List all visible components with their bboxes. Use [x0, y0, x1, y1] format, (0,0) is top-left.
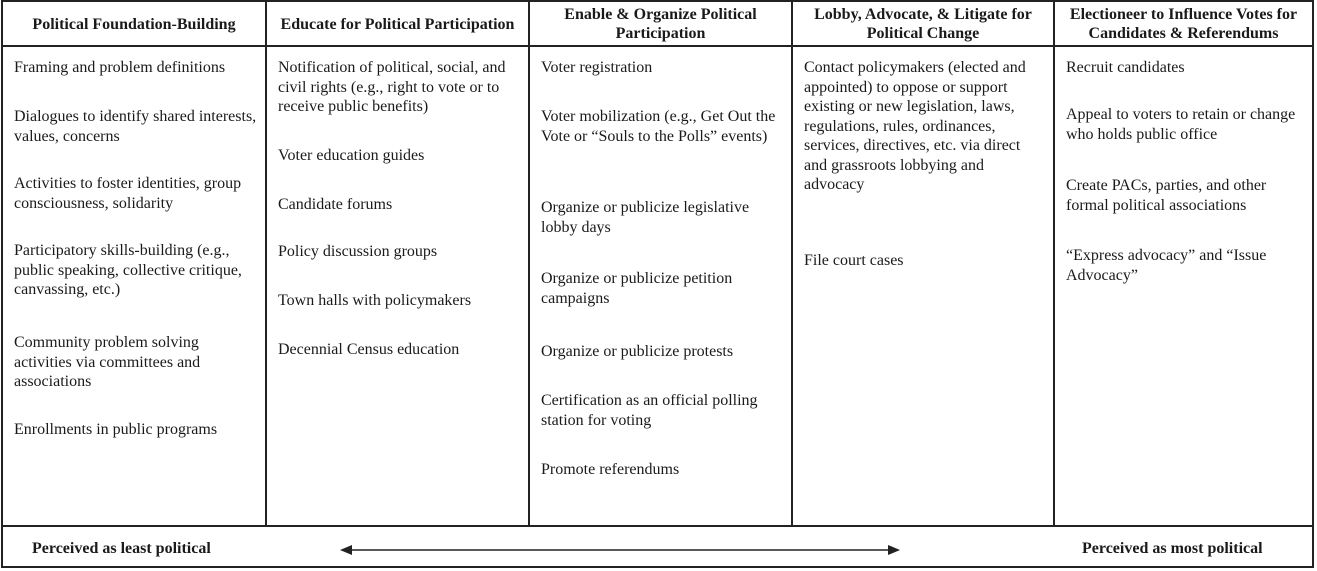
list-item: Create PACs, parties, and other formal political associations: [1066, 177, 1267, 214]
column-header: Lobby, Advocate, & Litigate for Political Change: [814, 6, 1032, 42]
list-item: Dialogues to identify shared interests, values, concerns: [14, 108, 257, 145]
column-educate: [267, 2, 528, 527]
double-arrow-icon: [340, 540, 900, 560]
list-item: Policy discussion groups: [278, 243, 438, 260]
column-electioneer: [1055, 2, 1312, 527]
list-item: Decennial Census education: [278, 341, 460, 358]
list-item: Organize or publicize petition campaigns: [541, 270, 733, 307]
list-item: Voter education guides: [278, 147, 425, 164]
list-item: Participatory skills-building (e.g., public speaking, collective critique, canvassing, etc.): [14, 242, 242, 298]
list-item: Voter mobilization (e.g., Get Out the Vote or “Souls to the Polls” events): [541, 108, 776, 145]
most-political-label: Perceived as most political: [1082, 540, 1263, 557]
column-lobby-advocate: [793, 2, 1053, 527]
list-item: Certification as an official polling station for voting: [541, 392, 758, 429]
spectrum-table: [1, 0, 1314, 568]
column-header: Enable & Organize Political Participation: [564, 6, 757, 42]
column-header: Political Foundation-Building: [32, 15, 236, 33]
list-item: Candidate forums: [278, 196, 393, 213]
list-item: Organize or publicize protests: [541, 343, 734, 360]
list-item: Framing and problem definitions: [14, 59, 226, 76]
list-item: “Express advocacy” and “Issue Advocacy”: [1066, 247, 1267, 284]
list-item: Community problem solving activities via committees and associations: [14, 334, 201, 390]
list-item: Contact policymakers (elected and appointed) to oppose or support existing or new legislation, laws, regulations, rules, ordinances, services, directives, etc. via direct and grassroots lobbying and advocacy: [804, 59, 1026, 193]
list-item: Activities to foster identities, group consciousness, solidarity: [14, 175, 242, 212]
list-item: Organize or publicize legislative lobby days: [541, 199, 750, 236]
list-item: Notification of political, social, and civil rights (e.g., right to vote or to receive public benefits): [278, 59, 506, 115]
list-item: File court cases: [804, 252, 904, 269]
column-header: Educate for Political Participation: [280, 15, 515, 33]
list-item: Recruit candidates: [1066, 59, 1185, 76]
column-header: Electioneer to Influence Votes for Candidates & Referendums: [1069, 6, 1298, 42]
list-item: Promote referendums: [541, 461, 680, 478]
least-political-label: Perceived as least political: [32, 540, 211, 557]
list-item: Enrollments in public programs: [14, 421, 218, 438]
list-item: Town halls with policymakers: [278, 292, 472, 309]
column-foundation-building: [3, 2, 265, 527]
list-item: Voter registration: [541, 59, 653, 76]
list-item: Appeal to voters to retain or change who holds public office: [1066, 106, 1296, 143]
column-enable-organize: [530, 2, 791, 527]
